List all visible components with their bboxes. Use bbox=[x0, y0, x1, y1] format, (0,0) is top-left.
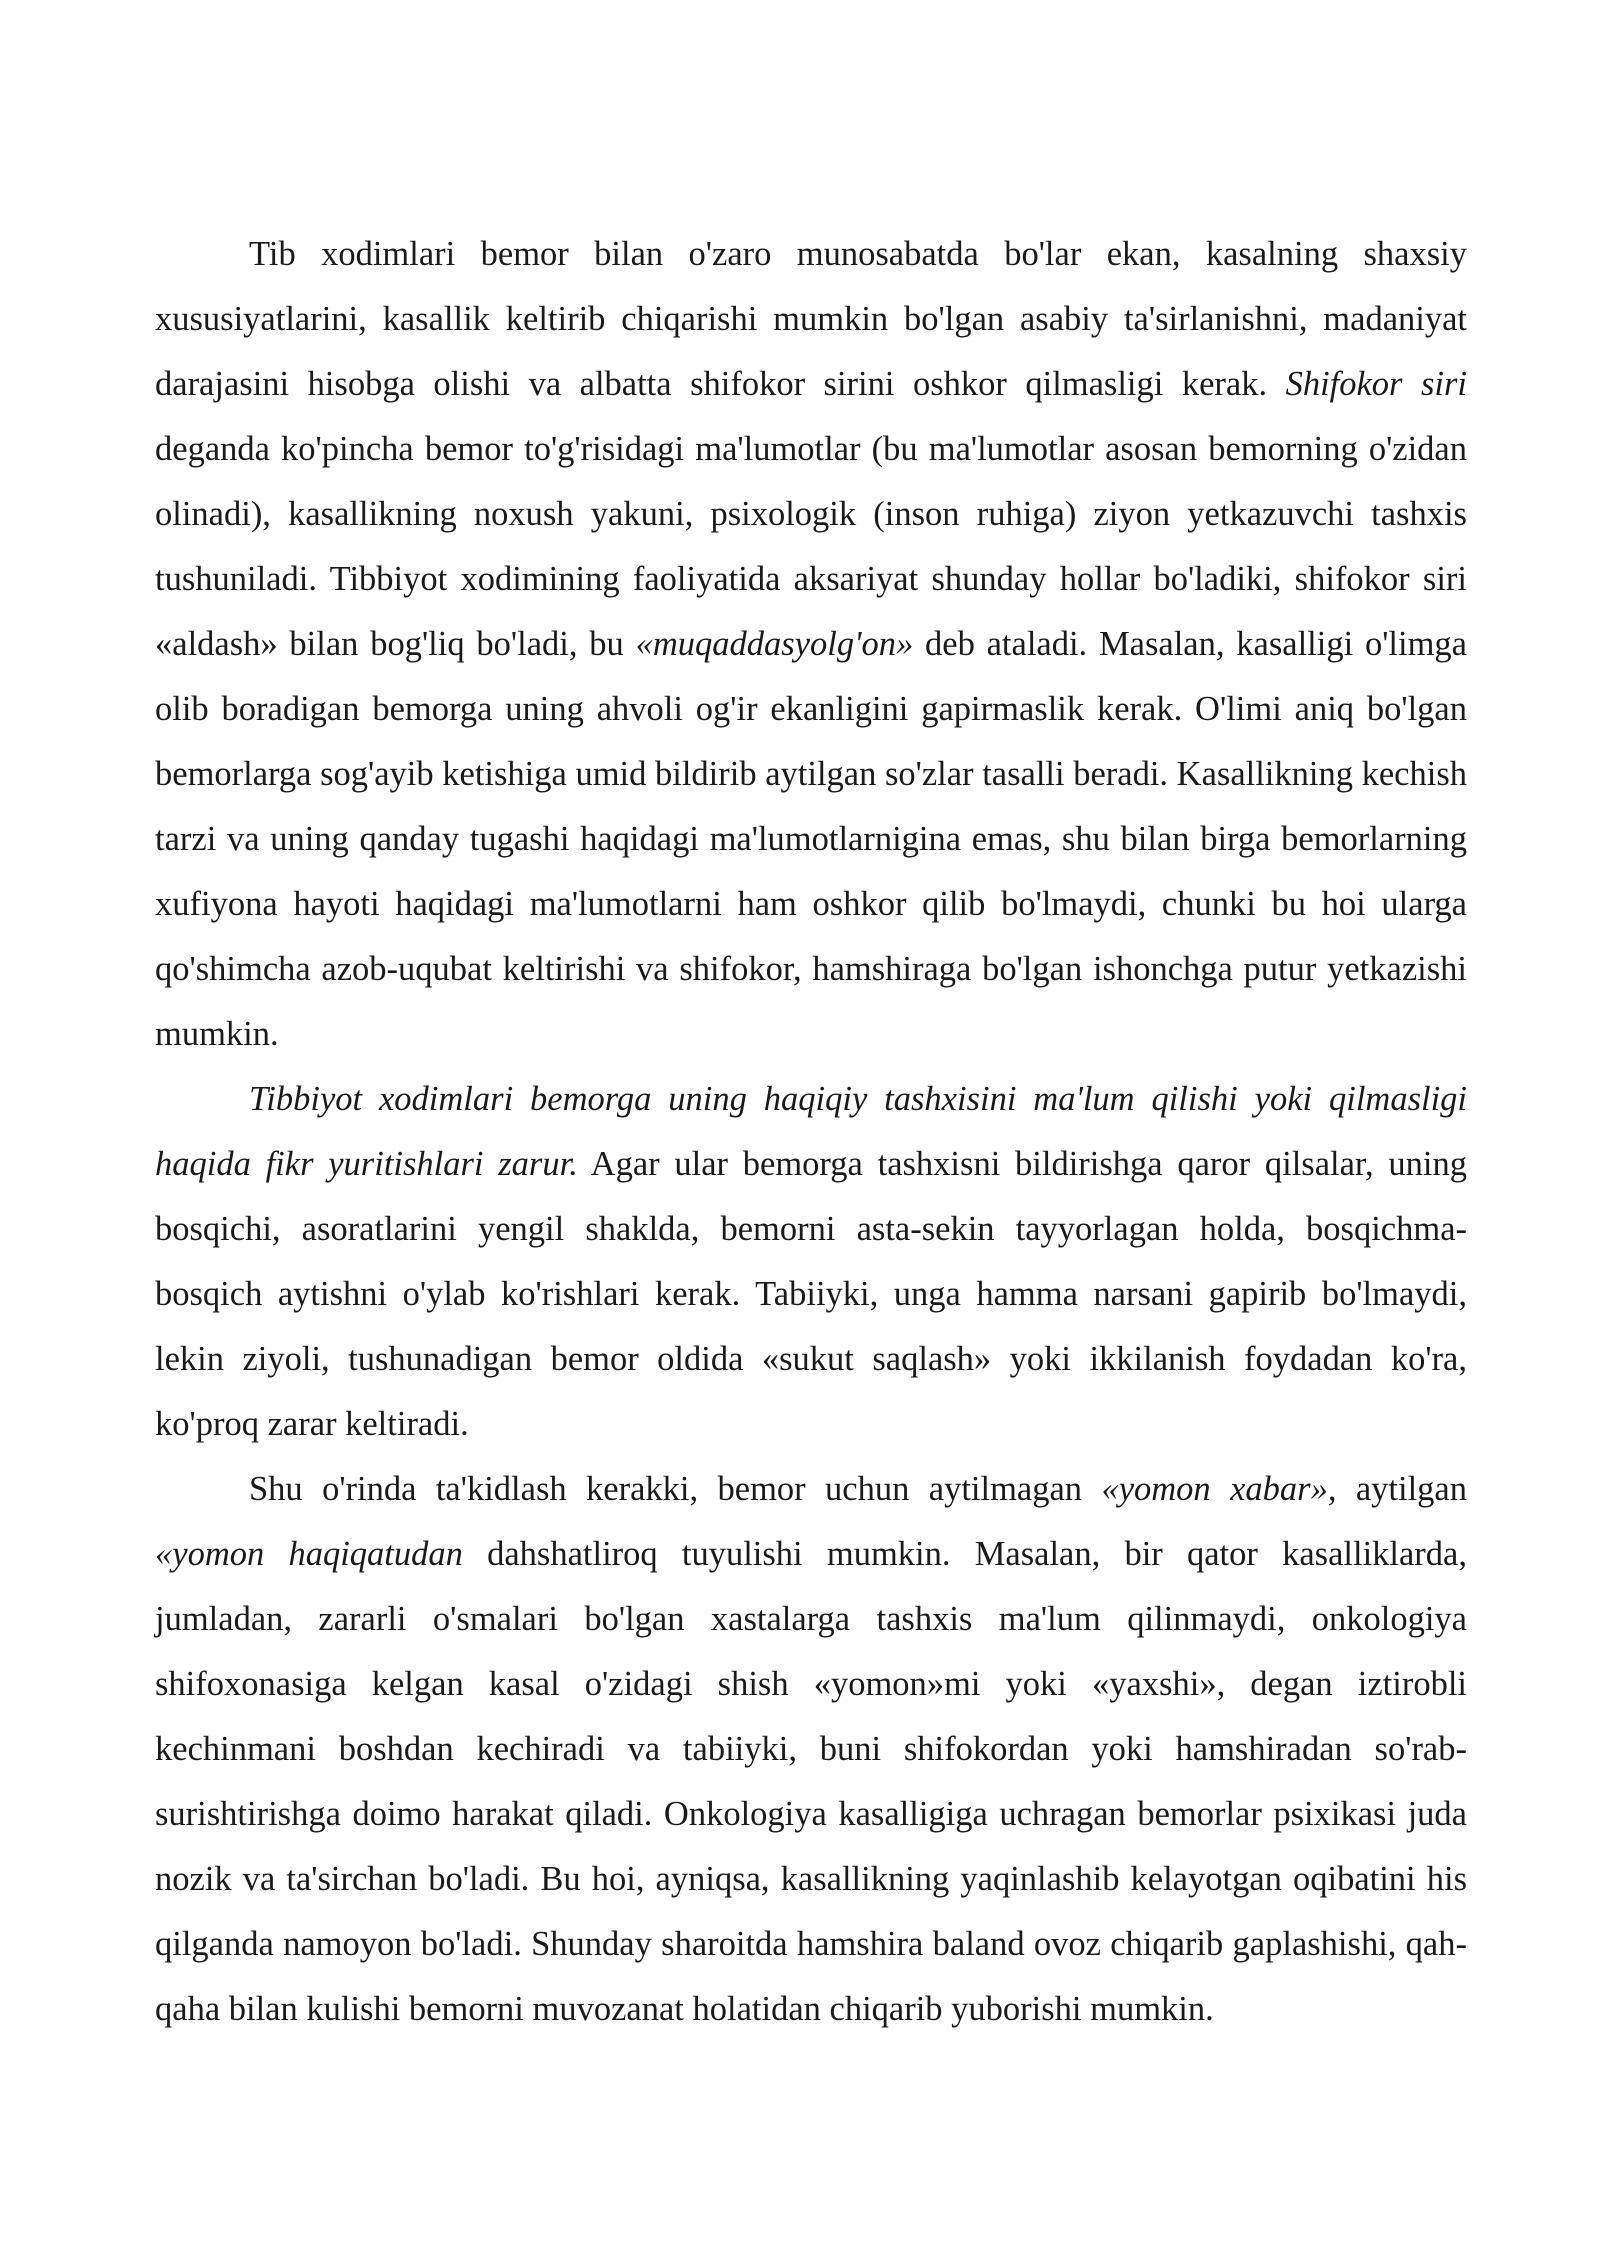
text-segment-italic: «yomon haqiqatudan bbox=[155, 1535, 463, 1573]
paragraph-3 bbox=[155, 1457, 1467, 2042]
paragraph-2 bbox=[155, 1067, 1467, 1457]
text-segment: deganda ko'pincha bemor to'g'risidagi ma'lumotlar (bu ma'lumotlar asosan bemorning o'zidan olinadi), kasallikning noxush yakuni, psixologik (inson ruhiga) ziyon yetkazuvchi tashxis tushuniladi. Tibbiyot xodimining faoliyatida aksariyat shunday hollar bo'ladiki, shifokor siri «aldash» bilan bog'liq bo'ladi, bu bbox=[155, 430, 1467, 663]
text-segment: Shu o'rinda ta'kidlash kerakki, bemor uchun aytilmagan bbox=[249, 1470, 1102, 1508]
paragraph-1 bbox=[155, 222, 1467, 1067]
text-segment-italic: Shifokor siri bbox=[1285, 365, 1467, 403]
text-segment-italic: «muqaddasyolg'on» bbox=[635, 625, 914, 663]
text-segment: Tib xodimlari bemor bilan o'zaro munosabatda bo'lar ekan, kasalning shaxsiy xususiyatlarini, kasallik keltirib chiqarishi mumkin bo'lgan asabiy ta'sirlanishni, madaniyat darajasini hisobga olishi va albatta shifokor sirini oshkor qilmasligi kerak. bbox=[155, 235, 1467, 403]
text-segment: dahshatliroq tuyulishi mumkin. Masalan, bir qator kasalliklarda, jumladan, zararli o'smalari bo'lgan xastalarga tashxis ma'lum qilinmaydi, onkologiya shifoxonasiga kelgan kasal o'zidagi shish «yomon»mi yoki «yaxshi», degan iztirobli kechinmani boshdan kechiradi va tabiiyki, buni shifokordan yoki hamshiradan so'rab-surishtirishga doimo harakat qiladi. Onkologiya kasalligiga uchragan bemorlar psixikasi juda nozik va ta'sirchan bo'ladi. Bu hoi, ayniqsa, kasallikning yaqinlashib kelayotgan oqibatini his qilganda namoyon bo'ladi. Shunday sharoitda hamshira baland ovoz chiqarib gaplashishi, qah-qaha bilan kulishi bemorni muvozanat holatidan chiqarib yuborishi mumkin. bbox=[155, 1535, 1467, 2028]
body-text bbox=[155, 222, 1467, 2042]
text-segment: deb ataladi. Masalan, kasalligi o'limga olib boradigan bemorga uning ahvoli og'ir ekanligini gapirmaslik kerak. O'limi aniq bo'lgan bemorlarga sog'ayib ketishiga umid bildirib aytilgan so'zlar tasalli beradi. Kasallikning kechish tarzi va uning qanday tugashi haqidagi ma'lumotlarnigina emas, shu bilan birga bemorlarning xufiyona hayoti haqidagi ma'lumotlarni ham oshkor qilib bo'lmaydi, chunki bu hoi ularga qo'shimcha azob-uqubat keltirishi va shifokor, hamshiraga bo'lgan ishonchga putur yetkazishi mumkin. bbox=[155, 625, 1467, 1053]
text-segment: aytilgan bbox=[1336, 1470, 1467, 1508]
text-segment-italic: Tibbiyot xodimlari bemorga uning haqiqiy tashxisini ma'lum qilishi yoki qilmasligi haqida fikr yuritishlari zarur. bbox=[155, 1080, 1467, 1183]
text-segment-italic: «yomon xabar», bbox=[1101, 1470, 1337, 1508]
text-segment: Agar ular bemorga tashxisni bildirishga qaror qilsalar, uning bosqichi, asoratlarini yengil shaklda, bemorni asta-sekin tayyorlagan holda, bosqichma-bosqich aytishni o'ylab ko'rishlari kerak. Tabiiyki, unga hamma narsani gapirib bo'lmaydi, lekin ziyoli, tushunadigan bemor oldida «sukut saqlash» yoki ikkilanish foydadan ko'ra, ko'proq zarar keltiradi. bbox=[155, 1145, 1468, 1443]
